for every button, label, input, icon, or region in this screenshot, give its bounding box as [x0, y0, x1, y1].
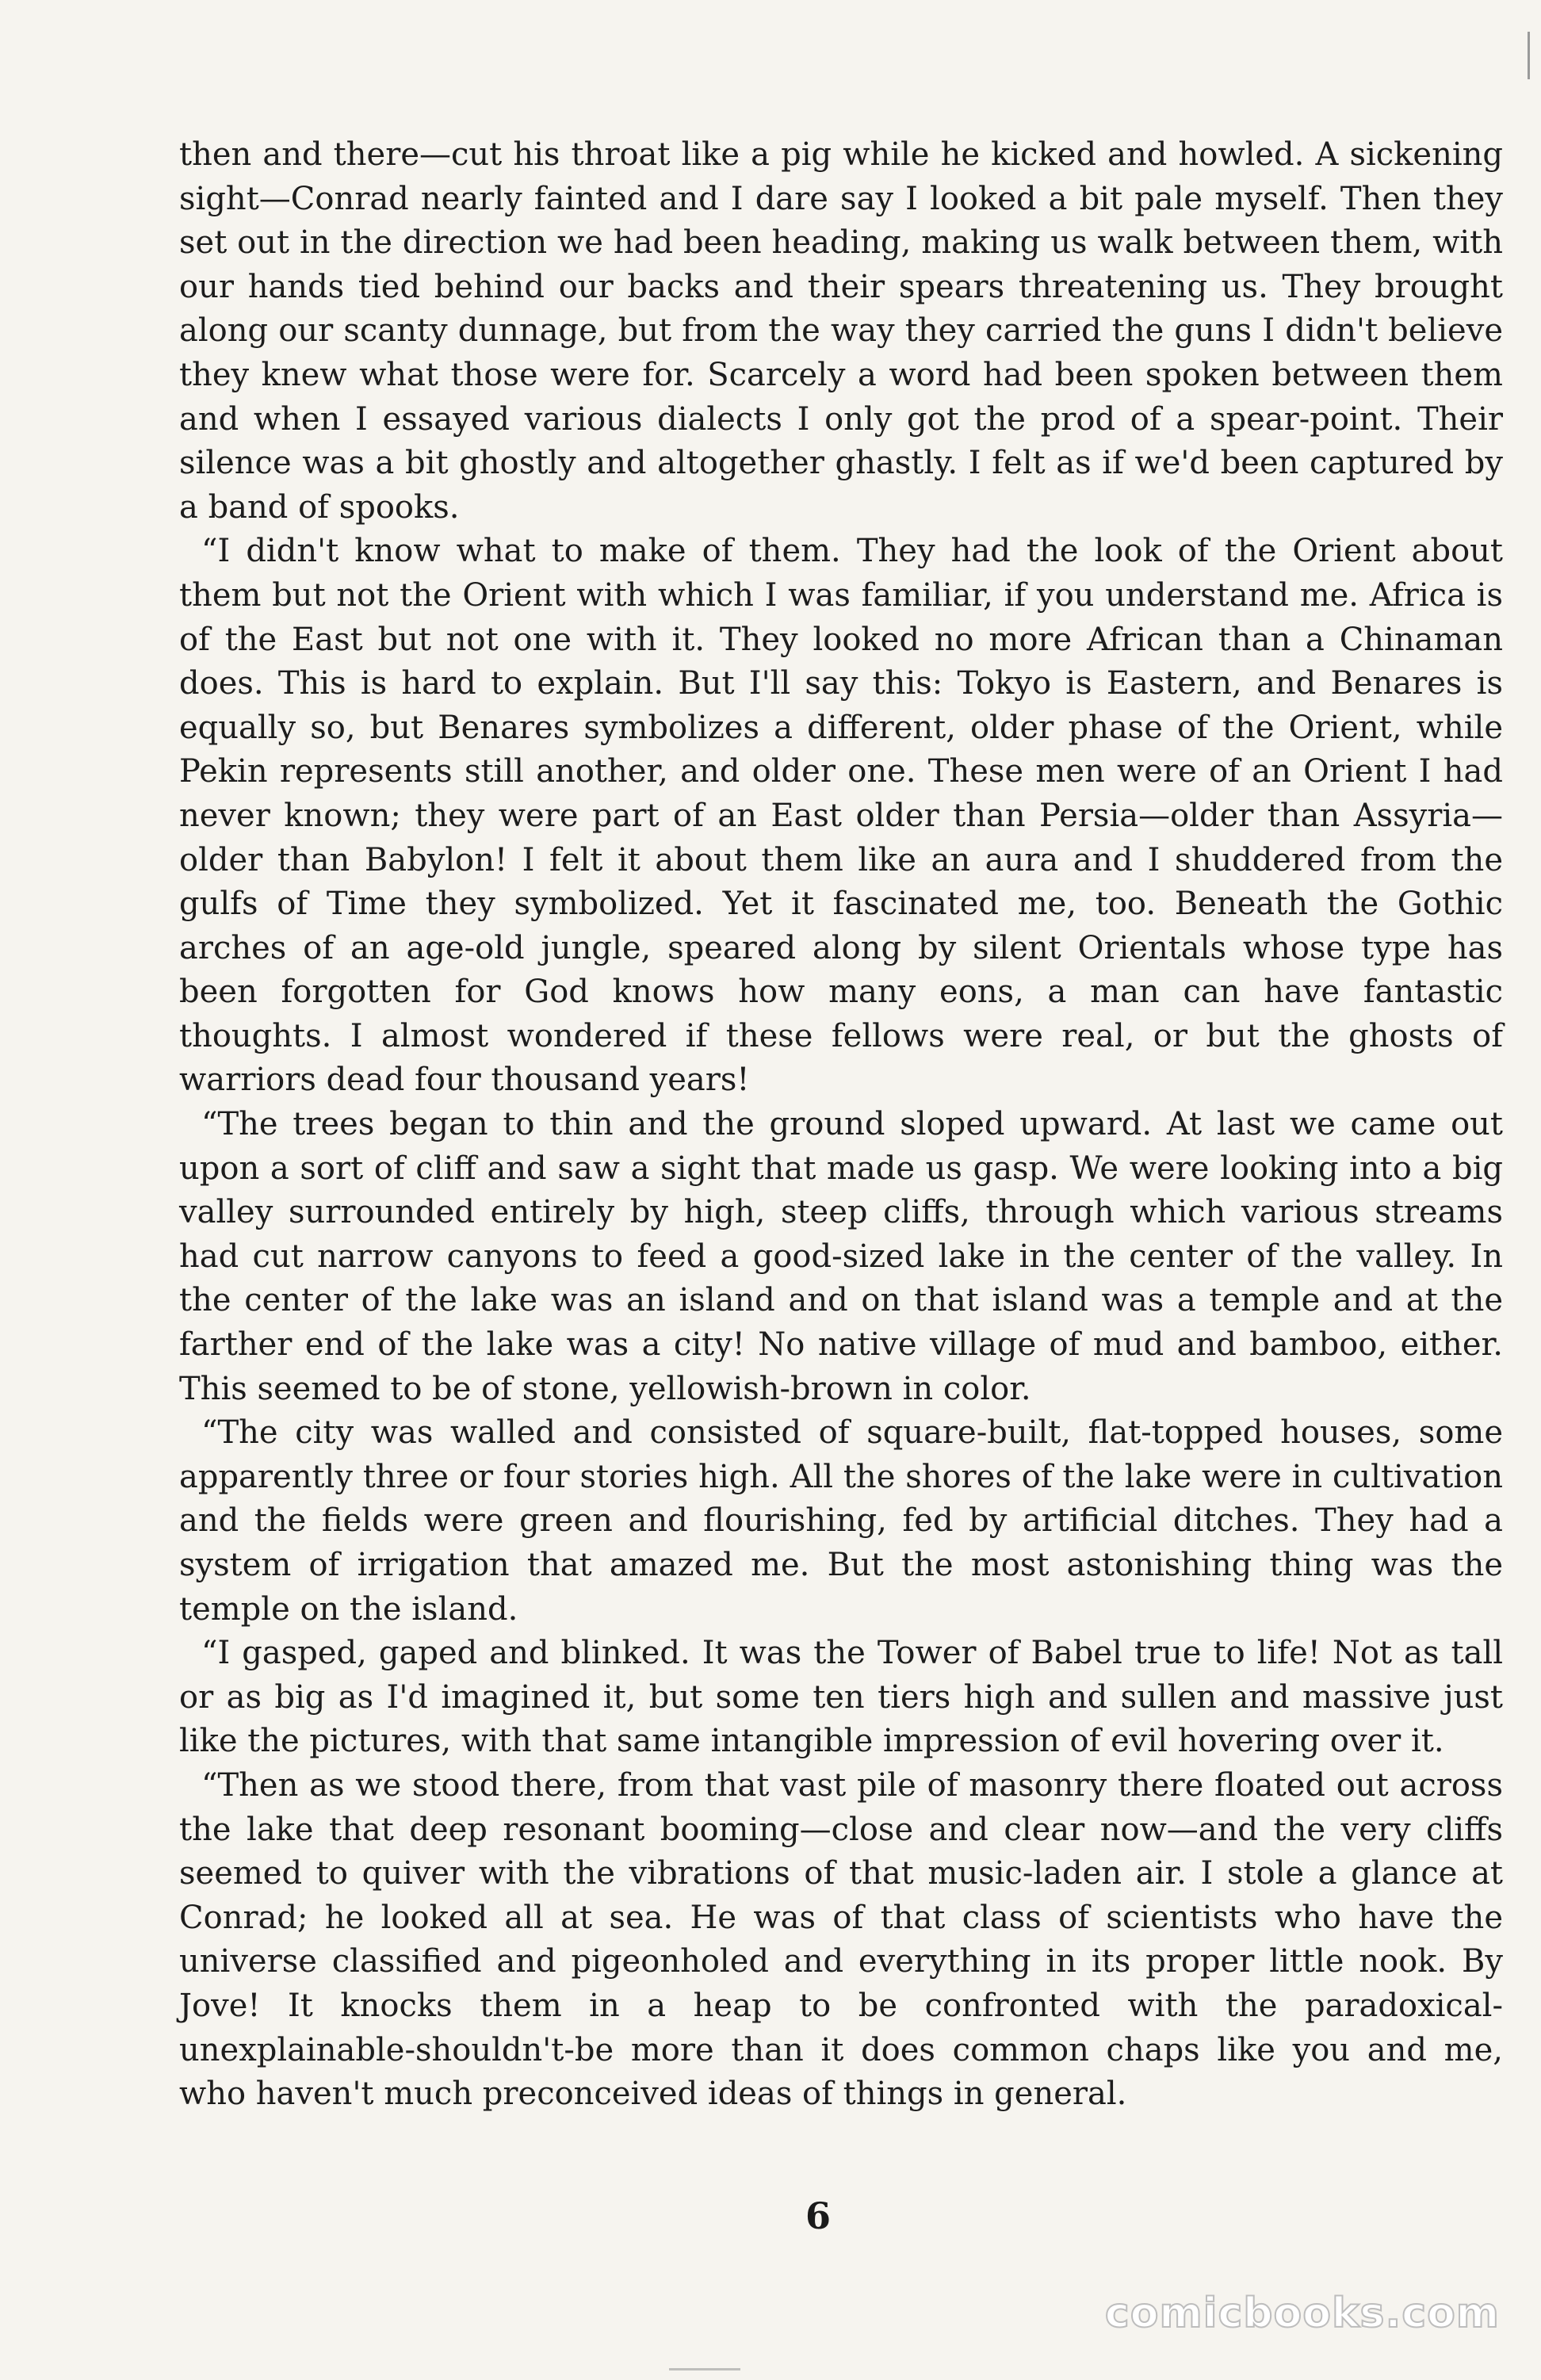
body-text: [179, 133, 1503, 2117]
paragraph-3: “The trees began to thin and the ground sloped upward. At last we came out upon a sort of cliff and saw a sight that made us gasp. We were looking into a big valley surrounded entirely by high, steep cliffs, through which various streams had cut narrow canyons to feed a good-sized lake in the center of the valley. In the center of the lake was an island and on that island was a temple and at the farther end of the lake was a city! No native village of mud and bamboo, either. This seemed to be of stone, yellowish-brown in color.: [179, 1106, 1503, 1407]
page-number: 6: [805, 2194, 831, 2237]
paragraph-5: “I gasped, gaped and blinked. It was the Tower of Babel true to life! Not as tall or as big as I'd imagined it, but some ten tiers high and sullen and massive just like the pictures, with that same intangible impression of evil hovering over it.: [179, 1635, 1503, 1760]
site-watermark: comicbooks.com: [1104, 2290, 1500, 2337]
scan-edge-mark: [1528, 32, 1530, 79]
paragraph-1: then and there—cut his throat like a pig while he kicked and howled. A sickening sight—Conrad nearly fainted and I dare say I looked a bit pale myself. Then they set out in the direction we had been heading, making us walk between them, with our hands tied behind our backs and their spears threatening us. They brought along our scanty dunnage, but from the way they carried the guns I didn't believe they knew what those were for. Scarcely a word had been spoken between them and when I essayed various dialects I only got the prod of a spear-point. Their silence was a bit ghostly and altogether ghastly. I felt as if we'd been captured by a band of spooks.: [179, 136, 1503, 526]
paragraph-6: “Then as we stood there, from that vast pile of masonry there floated out across the lake that deep resonant booming—close and clear now—and the very cliffs seemed to quiver with the vibrations of that music-laden air. I stole a glance at Conrad; he looked all at sea. He was of that class of scientists who have the universe classified and pigeonholed and everything in its proper little nook. By Jove! It knocks them in a heap to be confronted with the paradoxical-unexplainable-shouldn't-be more than it does common chaps like you and me, who haven't much preconceived ideas of things in general.: [179, 1766, 1503, 2113]
paragraph-4: “The city was walled and consisted of square-built, flat-topped houses, some apparently three or four stories high. All the shores of the lake were in cultivation and the fields were green and flourishing, fed by artificial ditches. They had a system of irrigation that amazed me. But the most astonishing thing was the temple on the island.: [179, 1414, 1503, 1628]
scan-edge-mark: [669, 2368, 740, 2370]
paragraph-2: “I didn't know what to make of them. They had the look of the Orient about them but not the Orient with which I was familiar, if you understand me. Africa is of the East but not one with it. They looked no more African than a Chinaman does. This is hard to explain. But I'll say this: Tokyo is Eastern, and Benares is equally so, but Benares symbolizes a different, older phase of the Orient, while Pekin represents still another, and older one. These men were of an Orient I had never known; they were part of an East older than Persia—older than Assyria—older than Babylon! I felt it about them like an aura and I shuddered from the gulfs of Time they symbolized. Yet it fascinated me, too. Beneath the Gothic arches of an age-old jungle, speared along by silent Orientals whose type has been forgotten for God knows how many eons, a man can have fantastic thoughts. I almost wondered if these fellows were real, or but the ghosts of warriors dead four thousand years!: [179, 533, 1503, 1099]
